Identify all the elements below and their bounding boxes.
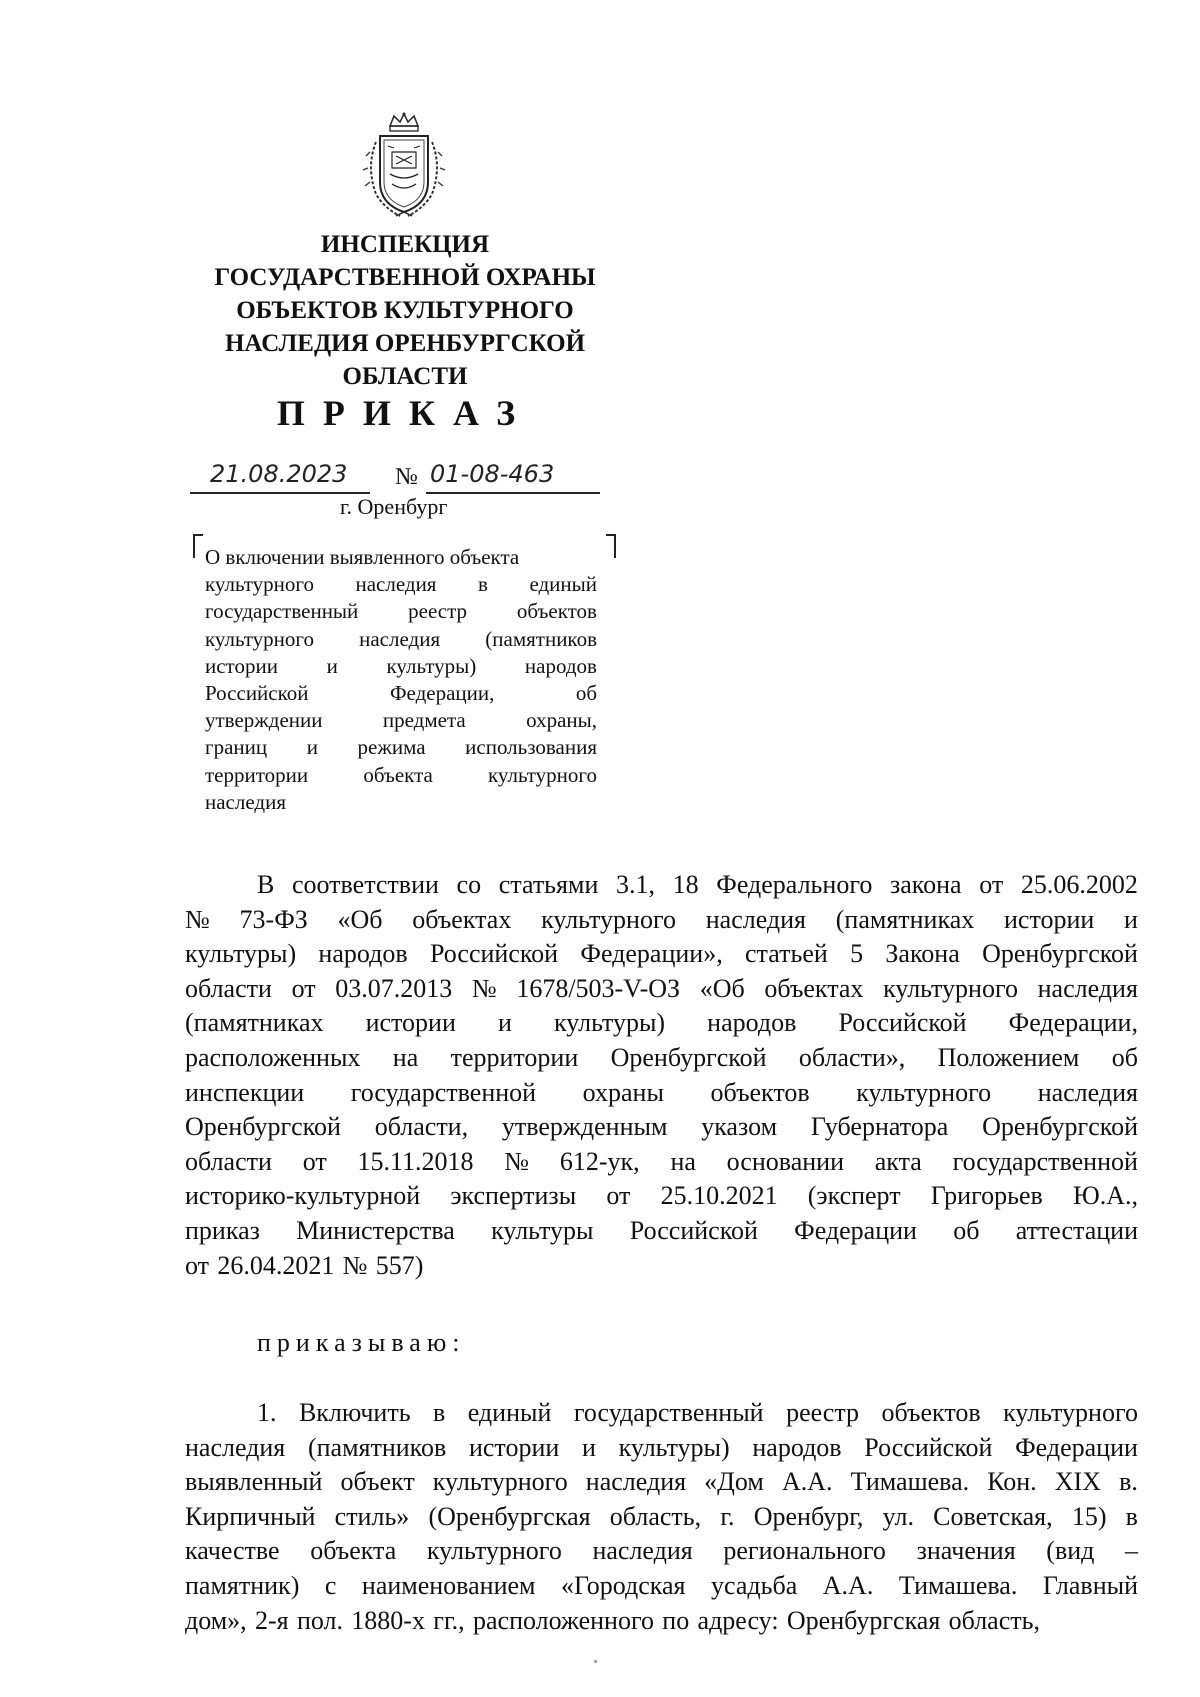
registration-line (190, 458, 610, 498)
org-line: НАСЛЕДИЯ ОРЕНБУРГСКОЙ (224, 330, 586, 357)
document-date: 21.08.2023 (210, 460, 348, 488)
text-line: расположенных на территории Оренбургской области», Положением об (185, 1042, 1138, 1072)
document-number: 01-08-463 (430, 460, 555, 488)
text-line: области от 15.11.2018 № 612-ук, на основании акта государственной (185, 1146, 1138, 1176)
scan-speck (594, 1660, 597, 1663)
subject-word: Федерации, (389, 681, 495, 706)
subject-word: использования (465, 735, 597, 760)
text-line: В соответствии со статьями 3.1, 18 Федерального закона от 25.06.2002 (257, 870, 1138, 899)
org-line: ОБЛАСТИ (342, 363, 468, 390)
subject-word: охраны, (526, 708, 597, 733)
text-line: наследия (памятников истории и культуры) народов Российской Федерации (185, 1432, 1138, 1462)
subject-word: об (575, 681, 597, 706)
subject-word: наследия (205, 789, 286, 814)
subject-bracket-right (606, 534, 616, 558)
org-line: ОБЪЕКТОВ КУЛЬТУРНОГО (236, 297, 574, 324)
subject-word: утверждении (205, 708, 323, 733)
subject-line (205, 571, 597, 598)
subject-word: наследия (355, 572, 437, 597)
text-line: культуры) народов Российской Федерации», статьей 5 Закона Оренбургской (185, 939, 1138, 969)
subject-line (205, 707, 597, 734)
document-subject (205, 544, 597, 816)
text-line: Оренбургской области, утвержденным указом Губернатора Оренбургской (185, 1112, 1138, 1142)
subject-word: (памятников (485, 626, 597, 651)
subject-line (205, 762, 597, 789)
subject-word: культурного (488, 762, 597, 787)
preamble-paragraph (185, 868, 1138, 1283)
subject-word: народов (524, 653, 597, 678)
subject-word: истории (205, 653, 278, 678)
text-line: инспекции государственной охраны объектов культурного наследия (185, 1077, 1138, 1107)
document-city: г. Оренбург (340, 494, 448, 519)
document-type-title: ПРИКАЗ (276, 393, 534, 433)
subject-bracket-left (193, 534, 203, 558)
subject-word: предмета (382, 708, 466, 733)
subject-word: в (478, 572, 488, 597)
org-line: ИНСПЕКЦИЯ (320, 231, 490, 258)
subject-line (205, 544, 597, 571)
subject-word: территории (205, 762, 309, 787)
subject-line (205, 598, 597, 625)
subject-word: государственный (205, 599, 359, 624)
subject-word: и (306, 735, 318, 760)
text-line: качестве объекта культурного наследия регионального значения (вид – (185, 1536, 1138, 1566)
subject-line (205, 653, 597, 680)
subject-line (205, 680, 597, 707)
text-line: 1. Включить в единый государственный реестр объектов культурного (257, 1398, 1138, 1427)
text-line: историко-культурной экспертизы от 25.10.2021 (эксперт Григорьев Ю.А., (185, 1181, 1138, 1211)
number-sign: № (395, 464, 418, 490)
organization-name (180, 228, 630, 393)
text-line: Кирпичный стиль» (Оренбургская область, г. Оренбург, ул. Советская, 15) в (185, 1501, 1138, 1531)
text-line: дом», 2-я пол. 1880-х гг., расположенного по адресу: Оренбургская область, (185, 1605, 1040, 1635)
subject-word: Российской (205, 681, 309, 706)
order-item-1 (185, 1396, 1138, 1638)
text-line: № 73-ФЗ «Об объектах культурного наследия (памятниках истории и (185, 904, 1138, 934)
coat-of-arms-icon (360, 112, 448, 220)
subject-word: единый (529, 572, 597, 597)
subject-word: реестр (408, 599, 468, 624)
subject-word: О включении выявленного объекта (205, 545, 520, 569)
subject-word: и (326, 653, 338, 678)
subject-word: культурного (205, 626, 314, 651)
org-line: ГОСУДАРСТВЕННОЙ ОХРАНЫ (214, 264, 596, 291)
subject-word: объектов (516, 599, 597, 624)
text-line: приказ Министерства культуры Российской Федерации об аттестации (185, 1215, 1138, 1245)
subject-line (205, 734, 597, 761)
subject-word: наследия (359, 626, 441, 651)
subject-word: культуры) (386, 653, 477, 678)
text-line: от 26.04.2021 № 557) (185, 1250, 424, 1280)
decree-word: приказываю: (257, 1328, 466, 1357)
number-underline (426, 492, 600, 494)
text-line: области от 03.07.2013 № 1678/503-V-ОЗ «Об объектах культурного наследия (185, 973, 1138, 1003)
subject-word: культурного (205, 572, 314, 597)
subject-word: границ (205, 735, 268, 760)
subject-word: объекта (363, 762, 433, 787)
text-line: (памятниках истории и культуры) народов Российской Федерации, (185, 1008, 1138, 1038)
text-line: памятник) с наименованием «Городская усадьба А.А. Тимашева. Главный (185, 1570, 1138, 1600)
subject-line (205, 789, 597, 816)
subject-word: режима (357, 735, 426, 760)
subject-line (205, 626, 597, 653)
text-line: выявленный объект культурного наследия «Дом А.А. Тимашева. Кон. XIX в. (185, 1467, 1138, 1497)
